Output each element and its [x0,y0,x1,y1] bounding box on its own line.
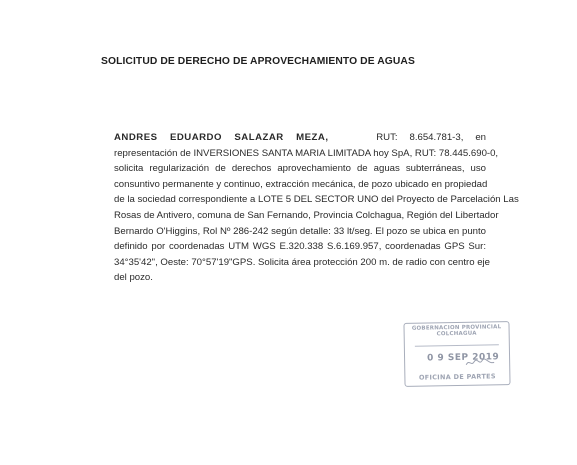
body-line-1 [114,130,486,146]
body-line-4: consuntivo permanente y continuo, extracción mecánica, de pozo ubicado en propiedad [114,178,488,190]
body-line-6: Rosas de Antivero, comuna de San Fernando, Provincia Colchagua, Región del Libertador [114,209,499,221]
body-line-9: 34°35'42", Oeste: 70°57'19"GPS. Solicita área protección 200 m. de radio con centro eje [114,256,491,268]
signature-icon [465,356,495,369]
stamp-header: GOBERNACION PROVINCIAL COLCHAGUA [411,324,502,338]
body-line-7: Bernardo O'Higgins, Rol Nº 286-242 según detalle: 33 lt/seg. El pozo se ubica en punto [114,225,486,237]
stamp-divider [415,344,499,346]
body-line-1-text: RUT: 8.654.781-3, en [376,132,486,143]
body-line-2: representación de INVERSIONES SANTA MARIA LIMITADA hoy SpA, RUT: 78.445.690-0, [114,147,499,159]
applicant-name: ANDRES EDUARDO SALAZAR MEZA, [114,132,329,143]
body-line-3: solicita regularización de derechos aprovechamiento de aguas subterráneas, uso [114,163,486,175]
body-line-10: del pozo. [114,272,153,284]
office-stamp [403,321,510,387]
body-line-5: de la sociedad correspondiente a LOTE 5 DEL SECTOR UNO del Proyecto de Parcelación Las [114,194,519,206]
stamp-date: 0 9 SEP 2019 [426,352,500,364]
body-line-8: definido por coordenadas UTM WGS E.320.338 S.6.169.957, coordenadas GPS Sur: [114,241,486,253]
stamp-footer: OFICINA DE PARTES [418,372,496,382]
document-body [114,130,519,286]
document-title: SOLICITUD DE DERECHO DE APROVECHAMIENTO DE AGUAS [101,56,415,67]
